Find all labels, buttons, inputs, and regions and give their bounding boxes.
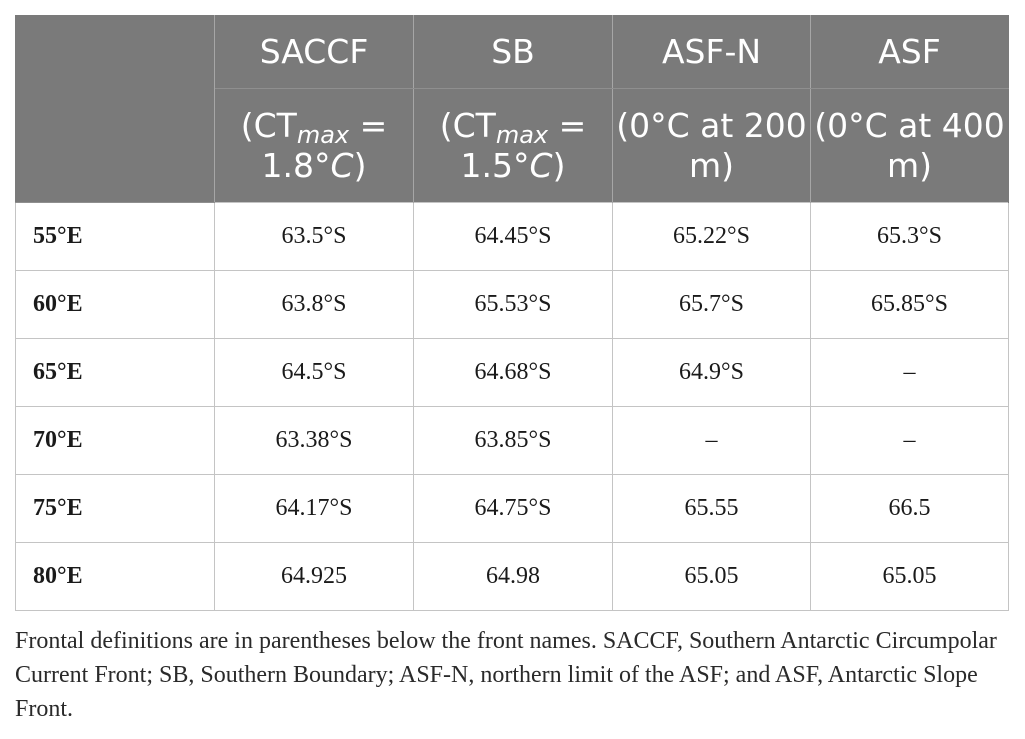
row-label: 75°E — [16, 475, 215, 543]
table-body — [16, 203, 1009, 611]
table-cell: 64.9°S — [613, 339, 811, 407]
column-header-sb: SB — [414, 15, 613, 89]
table-row — [16, 203, 1009, 271]
table-cell: 66.5 — [811, 475, 1009, 543]
table-cell: 65.05 — [811, 543, 1009, 611]
table-cell: 64.5°S — [215, 339, 414, 407]
column-header-saccf: SACCF — [215, 15, 414, 89]
row-label: 55°E — [16, 203, 215, 271]
definition-asf-n: (0°C at 200 m) — [613, 89, 811, 203]
definition-sb-unit: C — [529, 145, 553, 185]
column-header-asf-n: ASF-N — [613, 15, 811, 89]
fronts-table — [15, 15, 1009, 611]
definition-sb-subscript: max — [495, 120, 549, 149]
table-cell: 65.53°S — [414, 271, 613, 339]
definition-saccf-subscript: max — [296, 120, 350, 149]
table-cell: 63.8°S — [215, 271, 414, 339]
definition-saccf-prefix: (CT — [240, 105, 297, 145]
row-label: 80°E — [16, 543, 215, 611]
definition-saccf-value: = 1.8° — [261, 105, 388, 185]
table-footnote: Frontal definitions are in parentheses below the front names. SACCF, Southern Antarctic Circumpolar Current Front; SB, Southern Boundary; ASF-N, northern limit of the ASF; and ASF, Antarctic Slope Front. — [15, 628, 997, 722]
table-cell: 65.3°S — [811, 203, 1009, 271]
column-header-asf: ASF — [811, 15, 1009, 89]
row-label: 70°E — [16, 407, 215, 475]
row-label: 60°E — [16, 271, 215, 339]
definition-sb-close: ) — [552, 145, 566, 185]
table-container — [15, 15, 1008, 726]
table-cell: 63.5°S — [215, 203, 414, 271]
table-cell: – — [811, 407, 1009, 475]
header-row-names — [16, 15, 1009, 89]
table-cell: – — [811, 339, 1009, 407]
table-cell: – — [613, 407, 811, 475]
table-cell: 64.98 — [414, 543, 613, 611]
table-cell: 63.38°S — [215, 407, 414, 475]
table-cell: 65.05 — [613, 543, 811, 611]
table-cell: 64.45°S — [414, 203, 613, 271]
table-cell: 65.85°S — [811, 271, 1009, 339]
definition-asf: (0°C at 400 m) — [811, 89, 1009, 203]
table-cell: 65.55 — [613, 475, 811, 543]
table-row — [16, 543, 1009, 611]
table-row — [16, 475, 1009, 543]
table-row — [16, 407, 1009, 475]
table-cell: 64.68°S — [414, 339, 613, 407]
definition-sb — [414, 89, 613, 203]
table-cell: 65.7°S — [613, 271, 811, 339]
table-cell: 64.75°S — [414, 475, 613, 543]
row-label: 65°E — [16, 339, 215, 407]
definition-sb-prefix: (CT — [439, 105, 496, 145]
header-blank-cell — [16, 15, 215, 203]
table-cell: 65.22°S — [613, 203, 811, 271]
definition-saccf-close: ) — [353, 145, 367, 185]
definition-saccf — [215, 89, 414, 203]
definition-saccf-unit: C — [330, 145, 354, 185]
definition-sb-value: = 1.5° — [460, 105, 587, 185]
table-cell: 63.85°S — [414, 407, 613, 475]
table-cell: 64.17°S — [215, 475, 414, 543]
table-header — [16, 15, 1009, 203]
table-cell: 64.925 — [215, 543, 414, 611]
table-row — [16, 271, 1009, 339]
table-row — [16, 339, 1009, 407]
